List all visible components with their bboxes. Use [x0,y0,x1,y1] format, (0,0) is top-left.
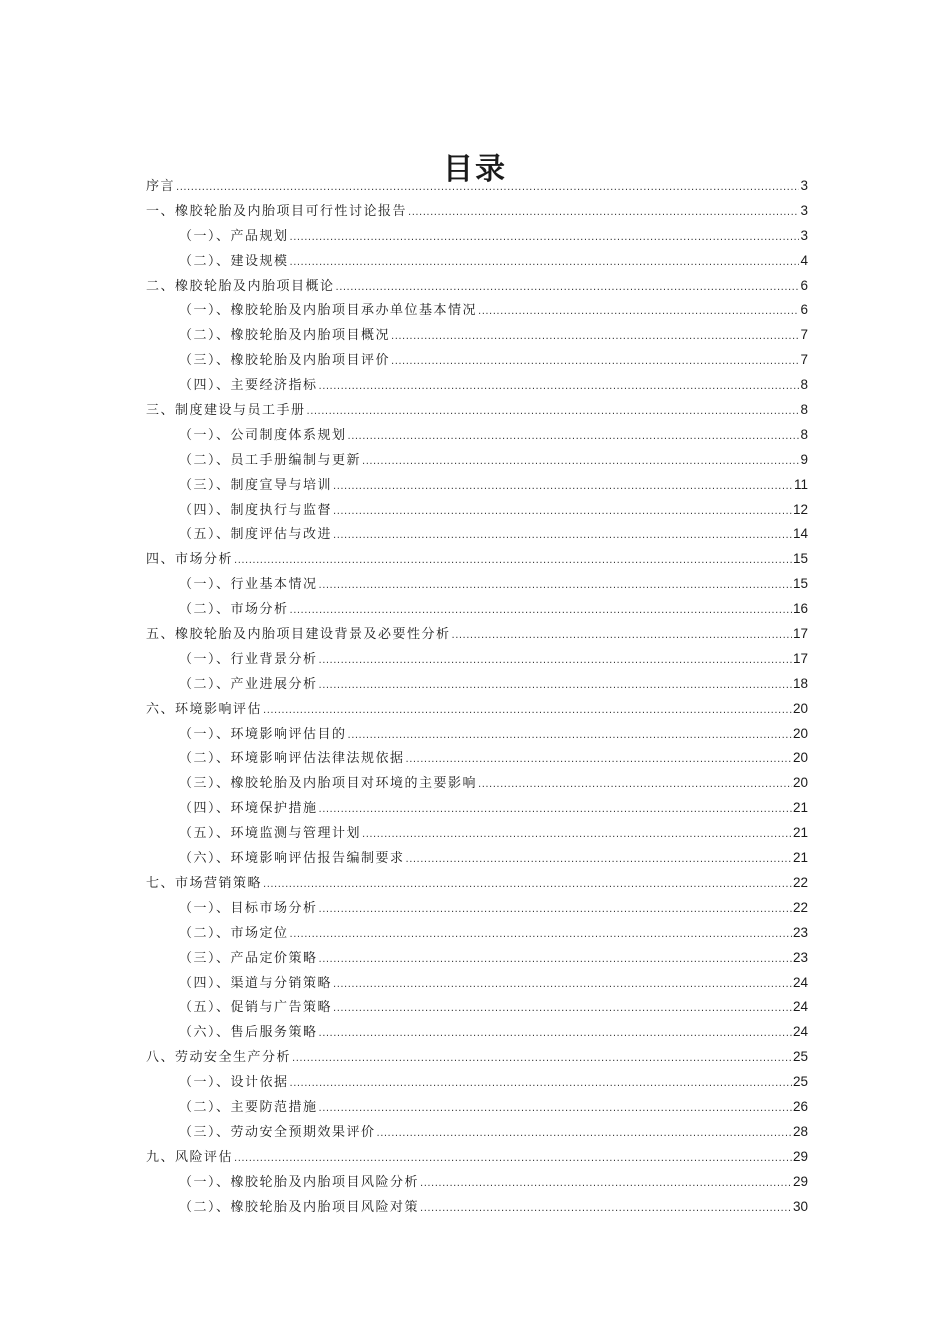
toc-dot-leader [319,649,792,674]
toc-dot-leader [176,176,799,201]
toc-chapter-entry[interactable] [146,398,808,423]
toc-dot-leader [319,798,792,823]
toc-page-number: 6 [800,302,808,318]
toc-page-number: 21 [792,800,808,816]
toc-dot-leader [478,773,792,798]
toc-dot-leader [319,574,792,599]
toc-section-entry[interactable] [146,498,808,523]
toc-entry-label: （三）、制度宣导与培训 [179,477,333,493]
toc-entry-label: （二）、主要防范措施 [179,1099,318,1115]
toc-page-number: 24 [792,999,808,1015]
toc-page-number: 22 [792,874,808,890]
toc-dot-leader [263,699,792,724]
toc-dot-leader [292,1047,792,1072]
toc-entry-label: 二、橡胶轮胎及内胎项目概论 [146,278,335,294]
toc-section-entry[interactable] [146,1095,808,1120]
toc-entry-label: （五）、环境监测与管理计划 [179,826,362,842]
toc-section-entry[interactable] [146,348,808,373]
toc-entry-label: （二）、产业进展分析 [179,676,318,692]
toc-page-number: 26 [792,1098,808,1114]
toc-page-number: 8 [800,377,808,393]
toc-page-number: 20 [792,700,808,716]
toc-entry-label: （一）、设计依据 [179,1075,289,1091]
toc-entry-label: （六）、售后服务策略 [179,1025,318,1041]
toc-section-entry[interactable] [146,771,808,796]
toc-entry-label: （四）、渠道与分销策略 [179,975,333,991]
toc-entry-label: （一）、橡胶轮胎及内胎项目风险分析 [179,1174,420,1190]
toc-page-number: 7 [800,327,808,343]
toc-entry-label: （一）、目标市场分析 [179,900,318,916]
toc-section-entry[interactable] [146,423,808,448]
toc-page-number: 16 [792,601,808,617]
toc-section-entry[interactable] [146,672,808,697]
toc-page-number: 25 [792,1049,808,1065]
toc-page-number: 3 [800,227,808,243]
toc-entry-label: （五）、制度评估与改进 [179,527,333,543]
toc-page-number: 11 [793,476,808,492]
toc-dot-leader [348,724,792,749]
toc-dot-leader [406,848,792,873]
toc-dot-leader [319,898,792,923]
toc-dot-leader [319,1022,792,1047]
toc-section-entry[interactable] [146,946,808,971]
toc-page-number: 7 [800,352,808,368]
toc-section-entry[interactable] [146,896,808,921]
toc-entry-label: 三、制度建设与员工手册 [146,403,306,419]
toc-entry-label: （五）、促销与广告策略 [179,1000,333,1016]
toc-dot-leader [307,400,800,425]
toc-entry-label: （一）、环境影响评估目的 [179,726,347,742]
toc-entry-label: （六）、环境影响评估报告编制要求 [179,851,405,867]
toc-page-number: 6 [800,277,808,293]
toc-page-number: 12 [792,501,808,517]
toc-dot-leader [290,251,800,276]
toc-section-entry[interactable] [146,249,808,274]
toc-chapter-entry[interactable] [146,1045,808,1070]
toc-dot-leader [362,823,792,848]
toc-chapter-entry[interactable] [146,547,808,572]
toc-section-entry[interactable] [146,323,808,348]
toc-page-number: 4 [800,252,808,268]
toc-entry-label: （二）、橡胶轮胎及内胎项目风险对策 [179,1199,420,1215]
toc-entry-label: （三）、产品定价策略 [179,950,318,966]
toc-page-number: 14 [792,526,808,542]
toc-dot-leader [377,1122,792,1147]
toc-dot-leader [348,425,800,450]
toc-entry-label: （三）、劳动安全预期效果评价 [179,1124,376,1140]
toc-entry-label: 四、市场分析 [146,552,234,568]
toc-section-entry[interactable] [146,298,808,323]
toc-entry-label: （二）、环境影响评估法律法规依据 [179,751,405,767]
toc-entry-label: （二）、市场分析 [179,602,289,618]
toc-page-number: 18 [792,675,808,691]
toc-page-number: 29 [792,1148,808,1164]
toc-page-number: 24 [792,974,808,990]
toc-section-entry[interactable] [146,1120,808,1145]
toc-chapter-entry[interactable] [146,1145,808,1170]
toc-entry-label: 一、橡胶轮胎及内胎项目可行性讨论报告 [146,203,408,219]
toc-dot-leader [391,325,799,350]
toc-chapter-entry[interactable] [146,622,808,647]
toc-dot-leader [319,948,792,973]
toc-dot-leader [319,375,800,400]
toc-page-number: 8 [800,402,808,418]
toc-section-entry[interactable] [146,373,808,398]
toc-entry-label: 六、环境影响评估 [146,701,263,717]
toc-entry-label: （一）、公司制度体系规划 [179,427,347,443]
toc-dot-leader [408,201,799,226]
toc-section-entry[interactable] [146,995,808,1020]
toc-page-number: 30 [792,1198,808,1214]
toc-chapter-entry[interactable] [146,274,808,299]
toc-dot-leader [234,549,792,574]
toc-entry-label: 五、橡胶轮胎及内胎项目建设背景及必要性分析 [146,627,451,643]
toc-page-number: 29 [792,1173,808,1189]
toc-page-number: 21 [792,850,808,866]
toc-section-entry[interactable] [146,1070,808,1095]
toc-entry-label: 七、市场营销策略 [146,875,263,891]
toc-entry-label: （四）、主要经济指标 [179,378,318,394]
toc-section-entry[interactable] [146,597,808,622]
toc-page-number: 20 [792,750,808,766]
toc-dot-leader [333,500,792,525]
toc-dot-leader [478,300,799,325]
toc-page-number: 17 [792,650,808,666]
toc-entry-label: （一）、行业背景分析 [179,651,318,667]
toc-page-number: 23 [792,924,808,940]
toc-dot-leader [333,524,792,549]
toc-section-entry[interactable] [146,746,808,771]
toc-page-number: 3 [800,178,808,193]
toc-chapter-entry[interactable] [146,174,808,199]
toc-dot-leader [362,450,799,475]
toc-page-number: 28 [792,1123,808,1139]
toc-section-entry[interactable] [146,722,808,747]
toc-entry-label: （二）、建设规模 [179,253,289,269]
toc-section-entry[interactable] [146,647,808,672]
toc-entry-label: 序言 [146,179,176,194]
toc-dot-leader [452,624,792,649]
toc-page-number: 24 [792,1024,808,1040]
toc-dot-leader [290,1072,792,1097]
toc-page-number: 8 [800,426,808,442]
toc-entry-label: （一）、橡胶轮胎及内胎项目承办单位基本情况 [179,303,478,319]
toc-entry-label: （二）、橡胶轮胎及内胎项目概况 [179,328,391,344]
toc-entry-label: 八、劳动安全生产分析 [146,1050,292,1066]
toc-page-number: 9 [800,451,808,467]
toc-chapter-entry[interactable] [146,199,808,224]
toc-section-entry[interactable] [146,846,808,871]
toc-section-entry[interactable] [146,821,808,846]
toc-section-entry[interactable] [146,448,808,473]
toc-entry-label: （一）、产品规划 [179,228,289,244]
toc-dot-leader [420,1172,792,1197]
toc-page-number: 3 [800,202,808,218]
toc-section-entry[interactable] [146,921,808,946]
toc-dot-leader [290,226,800,251]
toc-chapter-entry[interactable] [146,871,808,896]
toc-section-entry[interactable] [146,796,808,821]
toc-dot-leader [333,475,793,500]
toc-dot-leader [319,1097,792,1122]
toc-dot-leader [290,599,792,624]
toc-entry-label: （三）、橡胶轮胎及内胎项目评价 [179,353,391,369]
toc-dot-leader [290,923,792,948]
toc-entry-label: （二）、市场定位 [179,925,289,941]
toc-dot-leader [263,873,792,898]
toc-dot-leader [391,350,799,375]
toc-dot-leader [333,997,792,1022]
toc-entry-label: （四）、环境保护措施 [179,801,318,817]
toc-section-entry[interactable] [146,572,808,597]
toc-title: 目录 [443,152,507,188]
toc-page-number: 23 [792,949,808,965]
toc-section-entry[interactable] [146,224,808,249]
toc-list [146,174,808,1219]
toc-section-entry[interactable] [146,971,808,996]
toc-page-number: 17 [792,626,808,642]
toc-chapter-entry[interactable] [146,697,808,722]
toc-page-number: 20 [792,775,808,791]
toc-dot-leader [420,1197,792,1222]
toc-section-entry[interactable] [146,1170,808,1195]
toc-page-number: 15 [792,551,808,567]
toc-dot-leader [333,973,792,998]
toc-entry-label: （四）、制度执行与监督 [179,502,333,518]
toc-entry-label: （一）、行业基本情况 [179,577,318,593]
toc-page-number: 20 [792,725,808,741]
toc-section-entry[interactable] [146,473,808,498]
toc-dot-leader [406,748,792,773]
toc-page-number: 25 [792,1074,808,1090]
toc-section-entry[interactable] [146,1020,808,1045]
toc-dot-leader [319,674,792,699]
toc-page-number: 21 [792,825,808,841]
toc-page-number: 15 [792,576,808,592]
toc-dot-leader [336,276,800,301]
toc-entry-label: 九、风险评估 [146,1149,234,1165]
toc-dot-leader [234,1147,792,1172]
toc-section-entry[interactable] [146,1195,808,1220]
toc-entry-label: （三）、橡胶轮胎及内胎项目对环境的主要影响 [179,776,478,792]
toc-section-entry[interactable] [146,522,808,547]
toc-page-number: 22 [792,899,808,915]
toc-entry-label: （二）、员工手册编制与更新 [179,452,362,468]
